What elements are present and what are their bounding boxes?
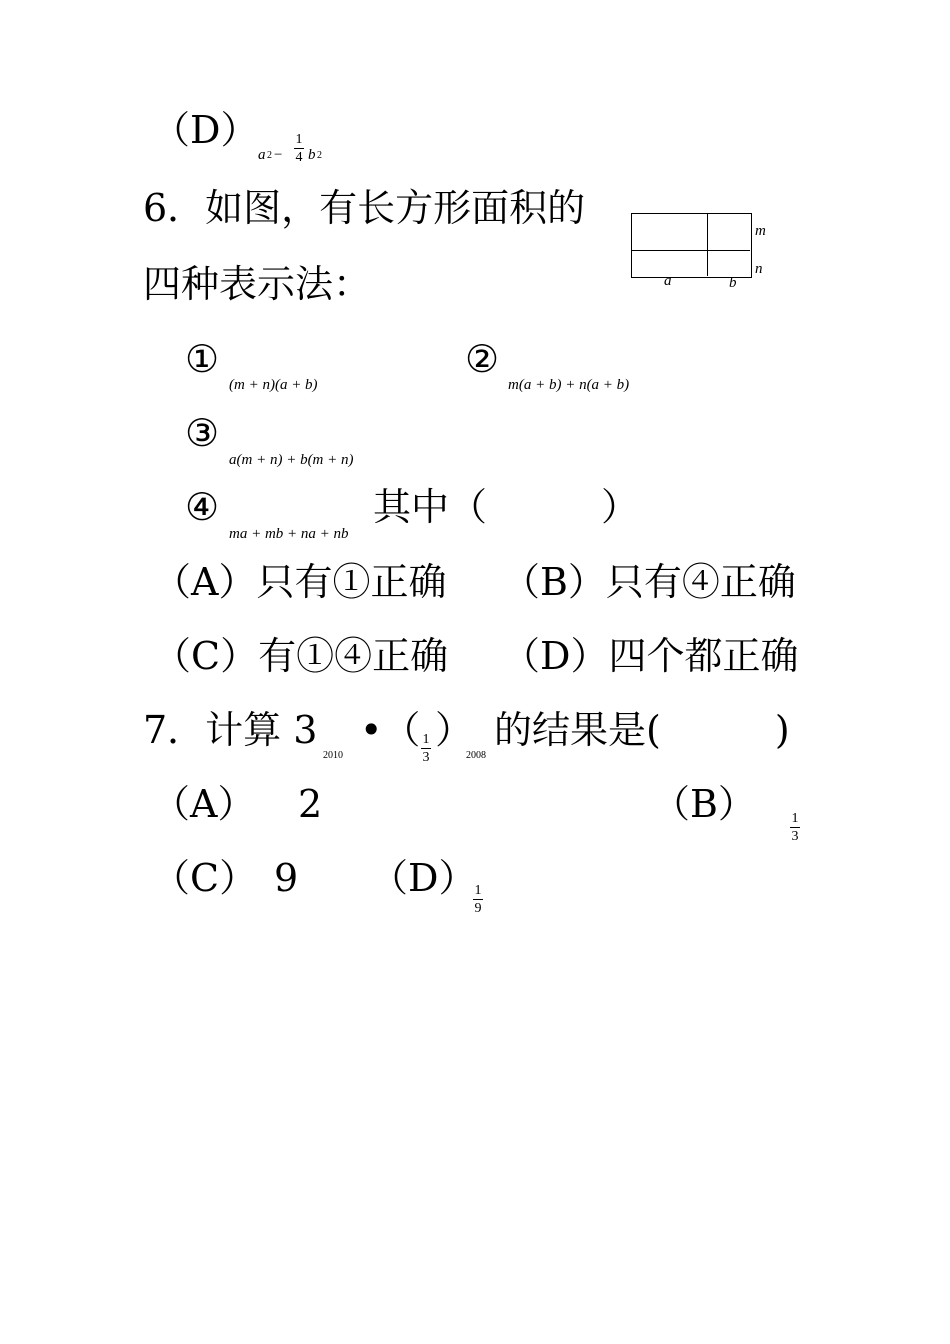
q6-item2-expr: m(a + b) + n(a + b) [508,377,630,393]
q5-expr-frac-num: 1 [295,132,303,147]
q7-option-d-label: （D） [370,856,477,900]
q6-option-d: （D）四个都正确 [502,634,799,678]
q7-frac-num: 1 [422,732,430,747]
q7-optd-num: 1 [474,883,482,898]
q6-item4-mark: ④ [185,485,220,529]
q7-optd-den: 9 [474,901,482,916]
q5-expr-a: a [258,147,266,163]
q7-stem-end: 的结果是( ) [494,708,790,752]
fraction-bar [421,748,431,749]
q7-option-a-value: 2 [298,782,323,826]
q5-expr-sup1: 2 [267,150,272,161]
q7-close-paren: ） [435,708,474,752]
q6-item3-mark: ③ [185,411,220,455]
q7-dot-paren: •（ [360,708,421,752]
figure-label-n: n [755,261,763,277]
figure-label-b: b [729,275,737,291]
q6-option-c: （C）有①④正确 [153,634,449,678]
q7-optb-num: 1 [791,811,799,826]
q6-item4-expr: ma + mb + na + nb [229,526,349,542]
fraction-bar [790,827,800,828]
q7-fraction-one-third [421,732,431,765]
q6-item1-expr: (m + n)(a + b) [229,377,318,393]
figure-vertical-divider [707,213,708,276]
q7-exponent-2008: 2008 [466,750,486,761]
q5-option-d-label: （D） [152,108,259,152]
fraction-bar [294,148,304,149]
q6-item1-mark: ① [185,337,220,381]
figure-horizontal-divider [631,250,750,251]
q7-stem-start: 7．计算 3 [143,708,318,752]
q7-option-a-label: （A） [152,782,256,826]
q5-expr-frac-den: 4 [295,150,303,165]
fraction-bar [473,899,483,900]
q7-option-b-fraction [790,811,800,844]
q7-option-d-fraction [473,883,483,916]
q7-option-b-label: （B） [652,782,756,826]
figure-label-m: m [755,223,766,239]
figure-outer-rect [631,213,752,278]
q7-frac-den: 3 [422,750,430,765]
q6-option-a: （A）只有①正确 [153,560,447,604]
q5-expr-minus: − [274,147,283,163]
q6-item3-expr: a(m + n) + b(m + n) [229,452,354,468]
q6-stem-line2: 四种表示法： [143,262,372,306]
q7-option-c-value: 9 [274,856,299,900]
q6-item2-mark: ② [465,337,500,381]
q5-expr-b: b [308,147,316,163]
q7-option-c-label: （C） [152,856,258,900]
q6-stem-line1: 6．如图，有长方形面积的 [143,186,586,230]
q7-optb-den: 3 [791,829,799,844]
q5-expr-fraction [294,132,304,165]
q6-tail: 其中（ ） [373,485,640,529]
q5-expr-sup2: 2 [317,150,322,161]
figure-label-a: a [664,273,672,289]
q7-exponent-2010: 2010 [323,750,343,761]
q6-option-b: （B）只有④正确 [502,560,796,604]
